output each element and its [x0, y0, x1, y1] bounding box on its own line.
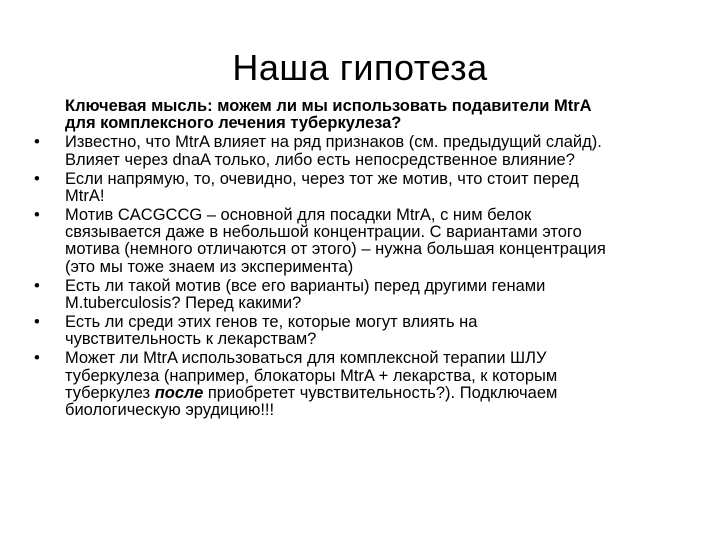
text-fragment: туберкулез — [65, 383, 155, 402]
text-line: связывается даже в небольшой концентрации. С вариантами этого — [65, 223, 582, 242]
list-item-text — [65, 207, 696, 276]
bullet-marker: • — [34, 169, 40, 188]
text-line: для комплексного лечения туберкулеза? — [65, 114, 402, 133]
list-item — [34, 98, 696, 133]
text-line: мотива (немного отличаются от этого) – нужна большая концентрация — [65, 240, 606, 259]
bullet-list — [34, 98, 696, 421]
text-line: Известно, что MtrA влияет на ряд признаков (см. предыдущий слайд). — [65, 133, 602, 152]
list-item — [34, 171, 696, 206]
text-line: чувствительность к лекарствам? — [65, 330, 317, 349]
list-item — [34, 134, 696, 169]
text-line: MtrA! — [65, 186, 105, 205]
text-line: Влияет через dnaA только, либо есть непосредственное влияние? — [65, 150, 575, 169]
text-line: Если напрямую, то, очевидно, через тот же мотив, что стоит перед — [65, 169, 579, 188]
bullet-marker: • — [34, 205, 40, 224]
text-line: Есть ли среди этих генов те, которые могут влиять на — [65, 313, 478, 331]
text-line: Ключевая мысль: можем ли мы использовать подавители MtrA — [65, 97, 592, 115]
text-line: Есть ли такой мотив (все его варианты) перед другими генами — [65, 276, 546, 295]
slide-title: Наша гипотеза — [232, 47, 488, 88]
list-item — [34, 314, 696, 349]
text-line: Мотив CACGCCG – основной для посадки MtrA, с ним белок — [65, 205, 532, 224]
list-item — [34, 350, 696, 419]
text-fragment: приобретет чувствительность?). Подключаем — [203, 383, 558, 402]
emphasis-text: после — [154, 383, 204, 402]
key-question — [65, 98, 696, 133]
list-item-text — [65, 350, 696, 419]
bullet-marker: • — [34, 276, 40, 295]
list-item-text — [65, 134, 696, 169]
text-line: Может ли MtrA использоваться для комплексной терапии ШЛУ — [65, 349, 547, 368]
list-item — [34, 278, 696, 313]
list-item-text — [65, 314, 696, 349]
bullet-marker: • — [34, 313, 40, 331]
text-line: биологическую эрудицию!!! — [65, 401, 275, 420]
text-line: M.tuberculosis? Перед какими? — [65, 294, 302, 313]
list-item-text — [65, 278, 696, 313]
text-line — [65, 385, 696, 402]
text-line: туберкулеза (например, блокаторы MtrA + лекарства, к которым — [65, 366, 558, 385]
list-item-text — [65, 171, 696, 206]
bullet-marker: • — [34, 133, 40, 152]
bullet-marker: • — [34, 349, 40, 368]
text-line: (это мы тоже знаем из эксперимента) — [65, 257, 354, 276]
list-item — [34, 207, 696, 276]
